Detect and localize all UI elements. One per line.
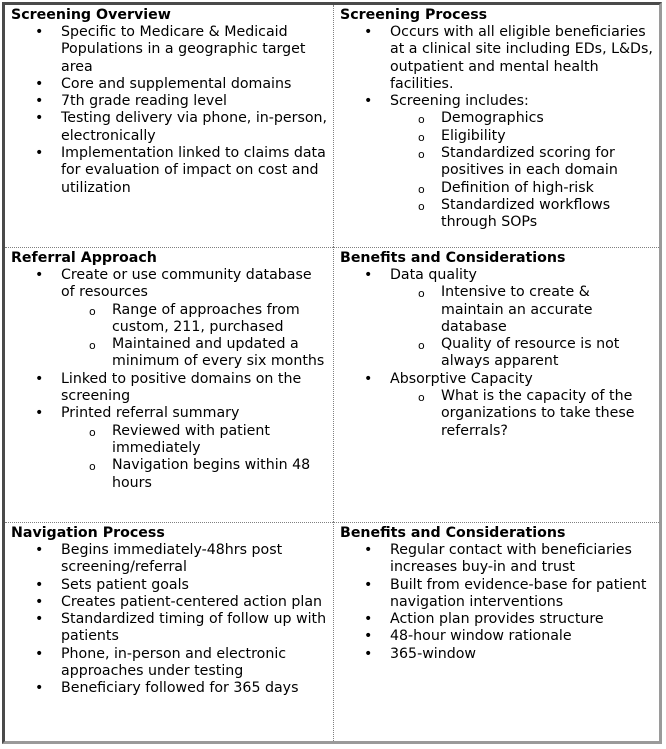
bullet-text: Built from evidence-base for patient navigation interventions (390, 576, 647, 610)
sub-bullet-item: o Definition of high-risk (390, 180, 655, 197)
bullet-item (340, 267, 655, 371)
cell-referral-benefits (333, 247, 659, 522)
bullet-item (340, 628, 655, 645)
sub-bullet-item: o Standardized workflows through SOPs (390, 197, 655, 232)
cell-navigation-benefits (333, 522, 659, 741)
cell-title: Referral Approach (11, 250, 157, 266)
sub-bullet-list (61, 302, 329, 371)
bullet-list (340, 267, 655, 440)
cell-title: Screening Overview (11, 7, 171, 23)
bullet-text: 365-window (390, 645, 477, 662)
bullet-text: Data quality (390, 267, 477, 283)
bullet-item (11, 405, 329, 491)
bullet-item (11, 145, 329, 197)
bullet-text: Testing delivery via phone, in-person, electronically (61, 110, 328, 144)
bullet-item (11, 611, 329, 646)
bullet-item (11, 93, 329, 110)
content-table (2, 2, 662, 744)
sub-bullet-item: o Navigation begins within 48 hours (61, 457, 329, 492)
bullet-item (340, 646, 655, 663)
bullet-item (340, 577, 655, 612)
bullet-item (11, 110, 329, 145)
bullet-text: Occurs with all eligible beneficiaries at a clinical site including EDs, L&Ds, outpatient and mental health facilities. (390, 24, 653, 92)
sub-bullet-item: o Eligibility (390, 128, 655, 145)
bullet-list (11, 542, 329, 698)
sub-bullet-list (390, 284, 655, 370)
bullet-text: Begins immediately-48hrs post screening/referral (61, 542, 283, 576)
bullet-item (11, 577, 329, 594)
bullet-text: Core and supplemental domains (61, 75, 292, 92)
cell-title: Benefits and Considerations (340, 250, 566, 266)
bullet-item (11, 594, 329, 611)
bullet-text: Create or use community database of resources (61, 267, 312, 301)
sub-bullet-item: o Demographics (390, 110, 655, 127)
sub-bullet-list (390, 388, 655, 440)
bullet-item (11, 371, 329, 406)
bullet-item (340, 611, 655, 628)
bullet-text: 7th grade reading level (61, 93, 228, 110)
sub-bullet-item: o Range of approaches from custom, 211, purchased (61, 302, 329, 337)
bullet-text: Phone, in-person and electronic approaches under testing (61, 645, 287, 680)
bullet-text: Beneficiary followed for 365 days (61, 680, 299, 697)
bullet-text: Specific to Medicare & Medicaid Populations in a geographic target area (61, 24, 306, 75)
bullet-list (340, 542, 655, 663)
sub-bullet-item: o What is the capacity of the organizations to take these referrals? (390, 388, 655, 440)
bullet-list (340, 24, 655, 232)
cell-navigation-process (5, 522, 333, 741)
cell-screening-process (333, 5, 659, 247)
bullet-item (11, 267, 329, 371)
sub-bullet-item: o Standardized scoring for positives in each domain (390, 145, 655, 180)
bullet-text: Regular contact with beneficiaries increases buy-in and trust (390, 542, 632, 576)
bullet-item (340, 93, 655, 231)
bullet-text: Sets patient goals (61, 576, 189, 593)
bullet-text: Action plan provides structure (390, 611, 604, 628)
bullet-item (11, 542, 329, 577)
sub-bullet-list (61, 423, 329, 492)
bullet-text: 48-hour window rationale (390, 628, 572, 645)
bullet-text: Standardized timing of follow up with patients (61, 611, 327, 645)
bullet-text: Implementation linked to claims data for evaluation of impact on cost and utilization (61, 145, 326, 196)
bullet-list (11, 267, 329, 492)
bullet-item (340, 371, 655, 440)
cell-title: Benefits and Considerations (340, 525, 566, 541)
bullet-item (11, 680, 329, 697)
bullet-text: Linked to positive domains on the screening (61, 370, 302, 405)
bullet-list (11, 24, 329, 197)
bullet-text: Printed referral summary (61, 405, 240, 422)
bullet-text: Absorptive Capacity (390, 370, 533, 387)
cell-title: Screening Process (340, 7, 488, 23)
cell-screening-overview (5, 5, 333, 247)
sub-bullet-item: o Maintained and updated a minimum of every six months (61, 336, 329, 371)
bullet-item (11, 646, 329, 681)
bullet-item (340, 542, 655, 577)
bullet-text: Creates patient-centered action plan (61, 593, 323, 610)
cell-referral-approach (5, 247, 333, 522)
bullet-item (11, 24, 329, 76)
sub-bullet-item: o Reviewed with patient immediately (61, 423, 329, 458)
bullet-item (11, 76, 329, 93)
bullet-item (340, 24, 655, 93)
sub-bullet-item: o Quality of resource is not always apparent (390, 336, 655, 371)
sub-bullet-list (390, 110, 655, 231)
bullet-text: Screening includes: (390, 93, 529, 110)
cell-title: Navigation Process (11, 525, 165, 541)
sub-bullet-item: o Intensive to create & maintain an accurate database (390, 284, 655, 336)
